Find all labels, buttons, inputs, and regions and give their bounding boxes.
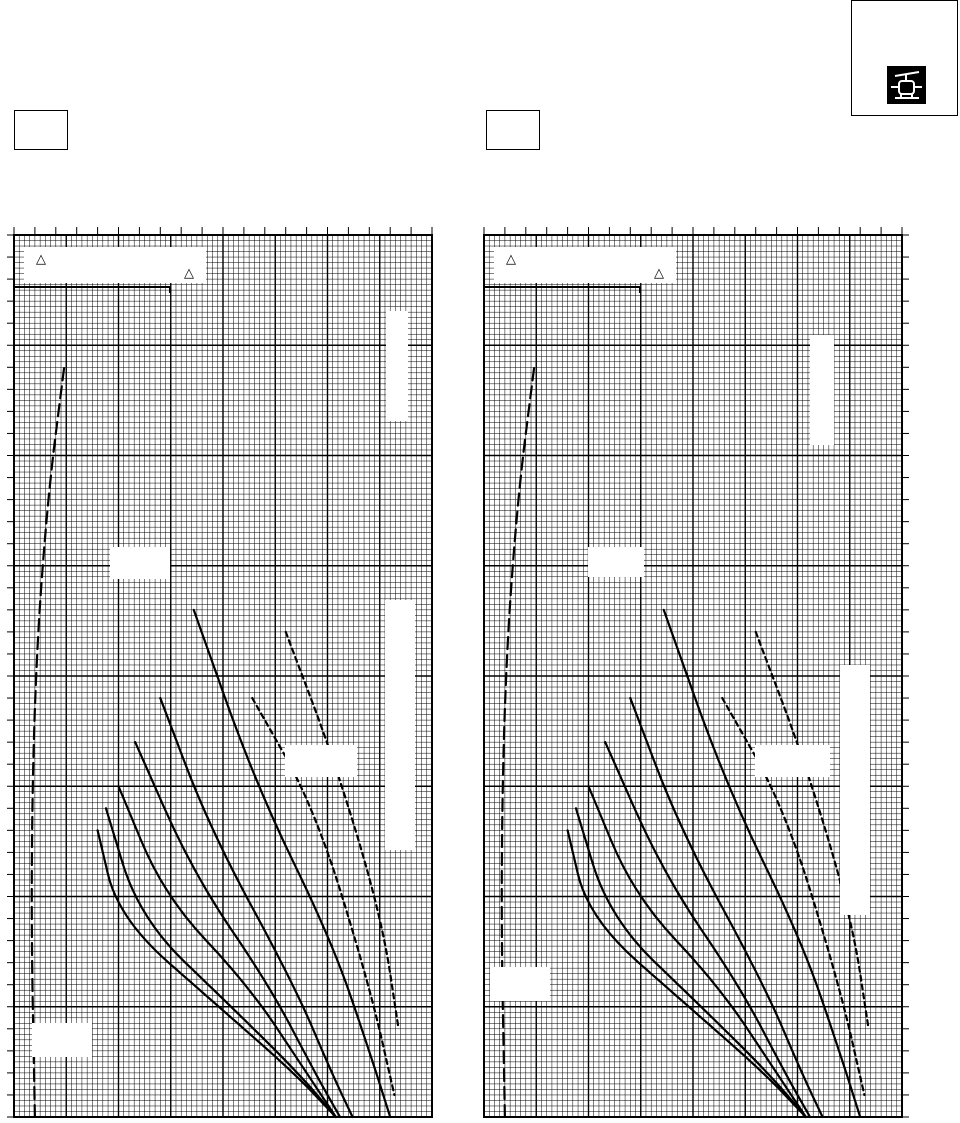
label-blank (386, 311, 408, 421)
label-blank (110, 547, 170, 579)
label-blank (588, 547, 644, 577)
legend (14, 247, 206, 293)
helicopter-icon-box (851, 0, 958, 116)
figure-label-left (14, 110, 68, 150)
label-blank (810, 335, 834, 445)
label-blank (840, 665, 870, 915)
legend-marker: △ (654, 266, 664, 281)
legend-marker: △ (184, 266, 194, 281)
label-blank (285, 745, 357, 777)
legend-box (494, 247, 676, 283)
legend-marker: △ (506, 252, 516, 267)
label-blank (385, 600, 415, 850)
label-blank (755, 745, 830, 777)
helicopter-icon (887, 66, 926, 104)
figure-label-right (486, 110, 540, 150)
helicopter-glyph (887, 66, 926, 104)
legend-box (24, 247, 206, 283)
label-blank (32, 1023, 92, 1057)
legend (484, 247, 676, 293)
chart-left (0, 215, 440, 1123)
label-blank (490, 967, 550, 1001)
legend-marker: △ (36, 252, 46, 267)
chart-right (470, 215, 910, 1123)
